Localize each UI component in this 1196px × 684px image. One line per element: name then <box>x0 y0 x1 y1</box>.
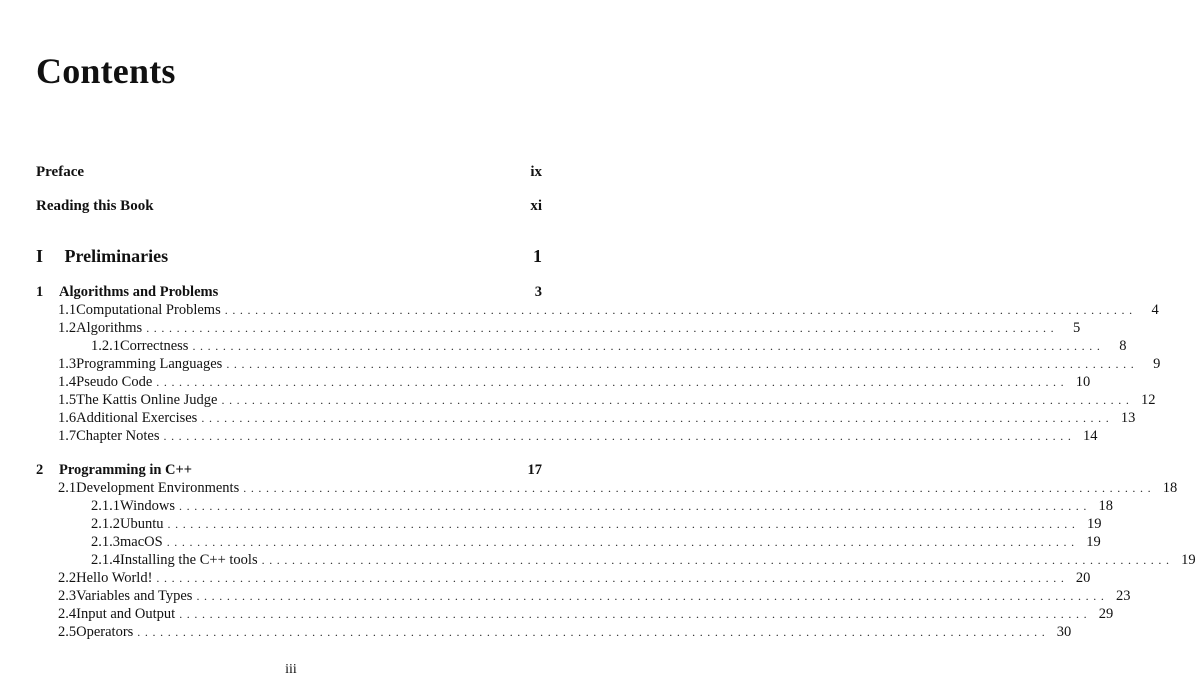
toc-subsubsection-entry[interactable] <box>91 338 1127 356</box>
chapter-label: Algorithms and Problems <box>59 284 219 300</box>
toc-section-entry[interactable] <box>58 570 1091 588</box>
dot-leader: ........................................................................................................................ <box>179 607 1092 621</box>
page-title: Contents <box>36 51 176 91</box>
entry-label: The Kattis Online Judge <box>76 392 218 408</box>
toc-section-entry[interactable] <box>58 624 1072 642</box>
toc-subsubsection-entry[interactable] <box>91 534 1101 552</box>
entry-page: 30 <box>1056 624 1072 640</box>
entry-page: 13 <box>1120 410 1136 426</box>
entry-page: 4 <box>1151 302 1159 318</box>
entry-page: 20 <box>1075 570 1091 586</box>
page-number: iii <box>285 662 297 677</box>
toc-entry-page: ix <box>530 164 542 180</box>
entry-number: 2.1.2 <box>91 516 120 532</box>
chapter-page: 3 <box>534 284 542 300</box>
entry-label: macOS <box>120 534 163 550</box>
entry-number: 2.4 <box>58 606 77 622</box>
dot-leader: ........................................................................................................................ <box>201 411 1114 425</box>
entry-label: Programming Languages <box>76 356 223 372</box>
dot-leader: ........................................................................................................................ <box>137 625 1050 639</box>
part-number: I <box>36 246 44 266</box>
entry-label: Algorithms <box>76 320 143 336</box>
entry-label: Chapter Notes <box>76 428 160 444</box>
entry-label: Development Environments <box>76 480 240 496</box>
dot-leader: ........................................................................................................................ <box>179 499 1091 513</box>
toc-section-entry[interactable] <box>58 392 1156 410</box>
dot-leader: ........................................................................................................................ <box>156 375 1069 389</box>
entry-number: 1.1 <box>58 302 77 318</box>
entry-number: 2.1 <box>58 480 77 496</box>
entry-label: Variables and Types <box>76 588 193 604</box>
entry-page: 29 <box>1098 606 1114 622</box>
entry-page: 14 <box>1082 428 1098 444</box>
entry-number: 1.7 <box>58 428 77 444</box>
toc-subsubsection-entry[interactable] <box>91 516 1102 534</box>
entry-page: 9 <box>1153 356 1161 372</box>
dot-leader: ........................................................................................................................ <box>221 393 1134 407</box>
dot-leader: ........................................................................................................................ <box>224 303 1137 317</box>
dot-leader: ........................................................................................................................ <box>226 357 1139 371</box>
part-page: 1 <box>533 246 542 266</box>
toc-section-entry[interactable] <box>58 606 1114 624</box>
entry-number: 1.3 <box>58 356 77 372</box>
entry-number: 1.6 <box>58 410 77 426</box>
toc-entry-label: Preface <box>36 164 85 180</box>
entry-page: 19 <box>1087 516 1102 532</box>
toc-part-heading[interactable] <box>36 246 542 267</box>
toc-chapter-heading[interactable] <box>36 462 542 479</box>
dot-leader: ........................................................................................................................ <box>166 535 1079 549</box>
entry-number: 2.1.4 <box>91 552 120 568</box>
entry-page: 23 <box>1115 588 1131 604</box>
toc-section-entry[interactable] <box>58 410 1136 428</box>
toc-entry-preface[interactable] <box>36 164 542 181</box>
entry-number: 1.2.1 <box>91 338 120 354</box>
dot-leader: ........................................................................................................................ <box>146 321 1059 335</box>
entry-label: Installing the C++ tools <box>120 552 258 568</box>
entry-label: Pseudo Code <box>76 374 153 390</box>
toc-chapter-heading[interactable] <box>36 284 542 301</box>
entry-label: Correctness <box>120 338 189 354</box>
entry-number: 1.4 <box>58 374 77 390</box>
chapter-number: 2 <box>36 462 44 478</box>
entry-page: 18 <box>1098 498 1113 514</box>
entry-page: 10 <box>1075 374 1091 390</box>
entry-label: Ubuntu <box>120 516 164 532</box>
dot-leader: ........................................................................................................................ <box>167 517 1080 531</box>
entry-number: 2.2 <box>58 570 77 586</box>
entry-number: 2.5 <box>58 624 77 640</box>
chapter-number: 1 <box>36 284 44 300</box>
entry-label: Input and Output <box>76 606 176 622</box>
toc-entry-label: Reading this Book <box>36 198 154 214</box>
dot-leader: ........................................................................................................................ <box>196 589 1109 603</box>
entry-page: 19 <box>1181 552 1196 568</box>
toc-subsubsection-entry[interactable] <box>91 552 1196 570</box>
entry-page: 5 <box>1072 320 1081 336</box>
entry-label: Hello World! <box>76 570 153 586</box>
toc-subsubsection-entry[interactable] <box>91 498 1113 516</box>
toc-entry-reading-this-book[interactable] <box>36 198 542 215</box>
chapter-label: Programming in C++ <box>59 462 193 478</box>
toc-entry-page: xi <box>530 198 542 214</box>
toc-section-entry[interactable] <box>58 302 1159 320</box>
entry-label: Operators <box>76 624 134 640</box>
entry-page: 8 <box>1119 338 1127 354</box>
entry-page: 19 <box>1086 534 1101 550</box>
toc-section-entry[interactable] <box>58 428 1098 446</box>
entry-page: 18 <box>1162 480 1178 496</box>
toc-section-entry[interactable] <box>58 356 1161 374</box>
entry-number: 1.5 <box>58 392 77 408</box>
entry-page: 12 <box>1140 392 1156 408</box>
entry-number: 2.1.3 <box>91 534 120 550</box>
entry-number: 2.1.1 <box>91 498 120 514</box>
entry-label: Additional Exercises <box>76 410 198 426</box>
dot-leader: ........................................................................................................................ <box>261 553 1174 567</box>
toc-section-entry[interactable] <box>58 588 1131 606</box>
toc-section-entry[interactable] <box>58 320 1081 338</box>
entry-label: Windows <box>120 498 175 514</box>
part-label: Preliminaries <box>64 246 169 266</box>
entry-number: 1.2 <box>58 320 77 336</box>
toc-section-entry[interactable] <box>58 374 1091 392</box>
toc-section-entry[interactable] <box>58 480 1178 498</box>
dot-leader: ........................................................................................................................ <box>243 481 1156 495</box>
entry-number: 2.3 <box>58 588 77 604</box>
dot-leader: ........................................................................................................................ <box>156 571 1069 585</box>
dot-leader: ........................................................................................................................ <box>192 339 1105 353</box>
entry-label: Computational Problems <box>76 302 221 318</box>
dot-leader: ........................................................................................................................ <box>163 429 1076 443</box>
chapter-page: 17 <box>527 462 542 478</box>
